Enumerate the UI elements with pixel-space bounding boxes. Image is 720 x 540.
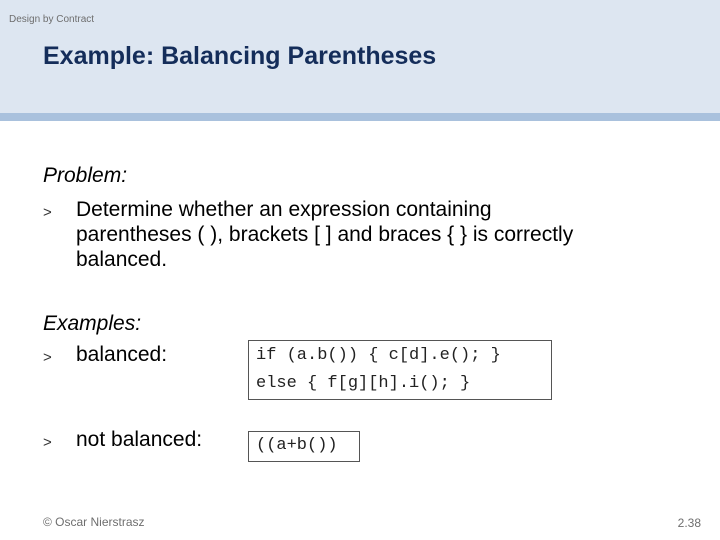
balanced-code-line-2: else { f[g][h].i(); }: [256, 374, 471, 393]
examples-heading: Examples:: [43, 312, 142, 335]
copyright-text: © Oscar Nierstrasz: [43, 515, 145, 529]
course-title: Design by Contract: [9, 14, 95, 25]
slide-title: Example: Balancing Parentheses: [43, 42, 437, 70]
balanced-code-line-1: if (a.b()) { c[d].e(); }: [256, 346, 501, 365]
balanced-bullet: [43, 342, 243, 368]
bullet-marker: >: [43, 434, 52, 451]
page-number: 2.38: [677, 516, 701, 530]
problem-line-1: Determine whether an expression containing: [76, 198, 492, 221]
problem-bullet: [43, 197, 683, 275]
header-rule: [0, 113, 720, 121]
problem-line-3: balanced.: [76, 248, 168, 271]
bullet-marker: >: [43, 349, 52, 366]
not-balanced-label: not balanced:: [76, 428, 203, 451]
bullet-marker: >: [43, 204, 52, 221]
problem-heading: Problem:: [43, 164, 128, 187]
balanced-label: balanced:: [76, 343, 168, 366]
not-balanced-bullet: [43, 427, 243, 453]
balanced-code-box: [248, 340, 552, 400]
not-balanced-code-box: ((a+b()): [248, 431, 360, 462]
problem-line-2: parentheses ( ), brackets [ ] and braces { } is correctly: [76, 223, 574, 246]
